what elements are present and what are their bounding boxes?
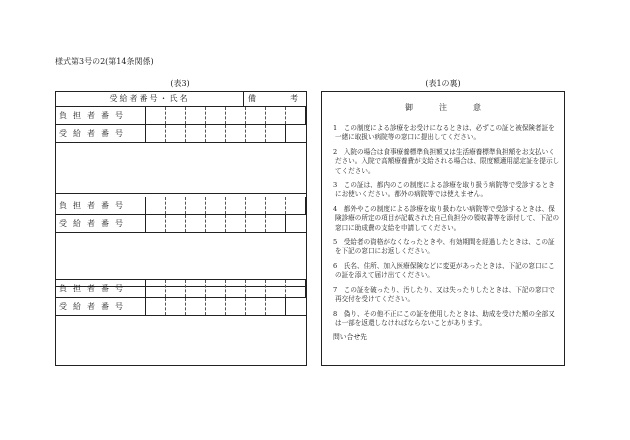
burden-number-row bbox=[56, 197, 306, 215]
recipient-table bbox=[55, 91, 307, 366]
digit-cell[interactable] bbox=[146, 125, 166, 142]
digit-cell[interactable] bbox=[266, 298, 286, 315]
note-item: 1 この制度による診療をお受けになるときは、必ずこの証と被保険者証を一緒に取扱い病院等の窓口に提出してください。 bbox=[333, 124, 555, 142]
digit-cell[interactable] bbox=[286, 280, 306, 297]
burden-number-label: 負担者番号 bbox=[56, 197, 146, 214]
recipient-number-row bbox=[56, 125, 306, 143]
recipient-number-label: 受給者番号 bbox=[56, 215, 146, 232]
digit-cell[interactable] bbox=[206, 298, 226, 315]
right-caption: (表1の裏) bbox=[425, 79, 461, 88]
form-code: 様式第3号の2(第14条関係) bbox=[55, 57, 154, 66]
digit-cell[interactable] bbox=[226, 107, 246, 124]
digit-cell[interactable] bbox=[226, 298, 246, 315]
digit-cell[interactable] bbox=[206, 197, 226, 214]
digit-cell[interactable] bbox=[246, 298, 266, 315]
digit-cell[interactable] bbox=[166, 197, 186, 214]
digit-cell[interactable] bbox=[186, 298, 206, 315]
name-area[interactable] bbox=[56, 233, 306, 280]
left-caption: (表3) bbox=[170, 79, 190, 88]
digit-cell[interactable] bbox=[146, 107, 166, 124]
name-area[interactable] bbox=[56, 143, 306, 194]
digit-cell[interactable] bbox=[266, 125, 286, 142]
digit-cell[interactable] bbox=[246, 107, 266, 124]
digit-cell[interactable] bbox=[286, 107, 306, 124]
table-header bbox=[56, 92, 306, 107]
digit-cell[interactable] bbox=[186, 125, 206, 142]
digit-cell[interactable] bbox=[246, 215, 266, 232]
notes-title: 御注意 bbox=[405, 103, 507, 112]
digit-cell[interactable] bbox=[166, 298, 186, 315]
note-item: 4 都外やこの制度による診療を取り扱わない病院等で受診するときは、保険診療の所定の項目が記載された自己負担分の領収書等を添付して、下記の窓口に助成費の支給を申請してください。 bbox=[333, 204, 560, 232]
burden-number-label: 負担者番号 bbox=[56, 107, 146, 124]
header-remarks bbox=[244, 92, 306, 106]
digit-cell[interactable] bbox=[186, 215, 206, 232]
recipient-number-label: 受給者番号 bbox=[56, 298, 146, 315]
digit-cell[interactable] bbox=[246, 125, 266, 142]
digit-cell[interactable] bbox=[186, 280, 206, 297]
digit-cell[interactable] bbox=[226, 125, 246, 142]
digit-cell[interactable] bbox=[226, 197, 246, 214]
digit-cell[interactable] bbox=[186, 107, 206, 124]
header-recipient-number-name: 受給者番号・氏名 bbox=[56, 92, 244, 106]
digit-cell[interactable] bbox=[146, 215, 166, 232]
digit-cell[interactable] bbox=[166, 125, 186, 142]
digit-cell[interactable] bbox=[246, 280, 266, 297]
digit-cell[interactable] bbox=[286, 197, 306, 214]
digit-cell[interactable] bbox=[266, 215, 286, 232]
digit-cell[interactable] bbox=[206, 107, 226, 124]
digit-cell[interactable] bbox=[226, 215, 246, 232]
note-item: 2 入院の場合は食事療養標準負担額又は生活療養標準負担額をお支払いください。入院で高額療養費が支給される場合は、限度額適用認定証を提示してください。 bbox=[333, 147, 560, 175]
inquiry-label: 問い合せ先 bbox=[333, 333, 367, 342]
digit-cell[interactable] bbox=[146, 197, 166, 214]
digit-cell[interactable] bbox=[146, 280, 166, 297]
note-item: 3 この証は、都内のこの制度による診療を取り扱う病院等で受診するときにお使いください。都外の病院等では使えません。 bbox=[333, 181, 555, 199]
digit-cell[interactable] bbox=[166, 215, 186, 232]
note-item: 8 偽り、その他不正にこの証を使用したときは、助成を受けた額の全部又は一部を返還しなければならないことがあります。 bbox=[333, 309, 555, 327]
note-item: 5 受給者の資格がなくなったときや、有効期間を経過したときは、この証を下記の窓口にお返しください。 bbox=[333, 238, 555, 256]
digit-cell[interactable] bbox=[206, 280, 226, 297]
digit-cell[interactable] bbox=[206, 215, 226, 232]
header-remarks-char-1: 備 bbox=[248, 94, 256, 103]
digit-cell[interactable] bbox=[266, 107, 286, 124]
burden-number-label: 負担者番号 bbox=[56, 280, 146, 297]
recipient-number-row bbox=[56, 215, 306, 233]
digit-cell[interactable] bbox=[206, 125, 226, 142]
digit-cell[interactable] bbox=[166, 107, 186, 124]
digit-cell[interactable] bbox=[266, 197, 286, 214]
notes-panel bbox=[321, 91, 565, 366]
digit-cell[interactable] bbox=[226, 280, 246, 297]
digit-cell[interactable] bbox=[266, 280, 286, 297]
recipient-number-label: 受給者番号 bbox=[56, 125, 146, 142]
burden-number-row bbox=[56, 107, 306, 125]
digit-cell[interactable] bbox=[146, 298, 166, 315]
digit-cell[interactable] bbox=[186, 197, 206, 214]
burden-number-row bbox=[56, 280, 306, 298]
header-remarks-char-2: 考 bbox=[290, 94, 298, 103]
note-item: 7 この証を破ったり、汚したり、又は失ったりしたときは、下記の窓口で再交付を受けてください。 bbox=[333, 285, 555, 304]
digit-cell[interactable] bbox=[166, 280, 186, 297]
digit-cell[interactable] bbox=[246, 197, 266, 214]
recipient-number-row bbox=[56, 298, 306, 316]
note-item: 6 氏名、住所、加入医療保険などに変更があったときは、下記の窓口にこの証を添えて届け出てください。 bbox=[333, 261, 555, 280]
notes-list bbox=[327, 124, 560, 343]
